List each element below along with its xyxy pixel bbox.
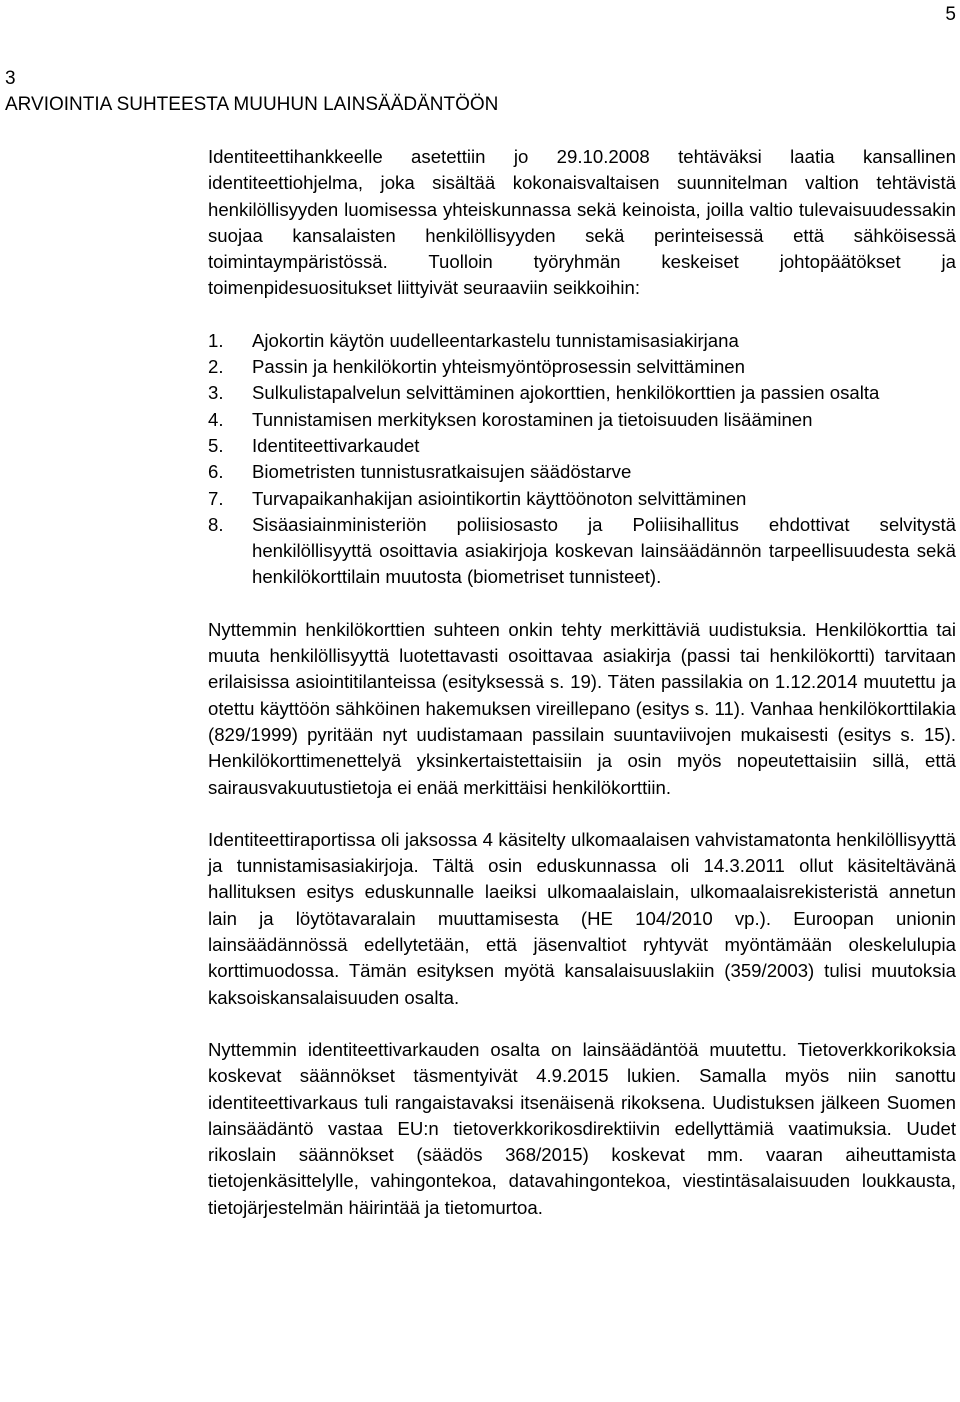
list-item-text: Sisäasiainministeriön poliisiosasto ja Poliisihallitus ehdottivat selvitystä henkilöllisyyttä osoittavia asiakirjoja koskevan lainsäädännön tarpeellisuudesta sekä henkilökorttilain muutosta (biometriset tunnisteet).	[252, 513, 956, 588]
section-title: ARVIOINTIA SUHTEESTA MUUHUN LAINSÄÄDÄNTÖÖN	[5, 94, 499, 115]
body-paragraph-id-cards: Nyttemmin henkilökorttien suhteen onkin tehty merkittäviä uudistuksia. Henkilökorttia tai muuta henkilöllisyyttä luotettavasti osoittavaa asiakirja (passi tai henkilökortti) tarvitaan erilaisissa asiointitilanteissa (esityksessä s. 19). Täten passilakia on 1.12.2014 muutettu ja otettu käyttöön sähköinen hakemuksen vireillepano (esitys s. 11). Vanhaa henkilökorttilakia (829/1999) pyritään nyt uudistamaan passilain suuntaviivojen mukaisesti (esitys s. 15). Henkilökorttimenettelyä yksinkertaistettaisiin ja osin myös nopeutettaisiin sillä, että sairausvakuutustietoja ei enää merkittäisi henkilökorttiin.	[208, 618, 956, 798]
list-item	[208, 459, 956, 485]
list-item-number: 5.	[208, 434, 224, 456]
list-item-number: 4.	[208, 408, 224, 430]
list-item	[208, 380, 956, 406]
recommendation-list	[208, 328, 956, 591]
list-item	[208, 328, 956, 354]
list-item-text: Ajokortin käytön uudelleentarkastelu tunnistamisasiakirjana	[252, 329, 739, 351]
list-item-text: Sulkulistapalvelun selvittäminen ajokorttien, henkilökorttien ja passien osalta	[252, 382, 880, 404]
list-item	[208, 433, 956, 459]
list-item-text: Tunnistamisen merkityksen korostaminen ja tietoisuuden lisääminen	[252, 408, 813, 430]
list-item	[208, 407, 956, 433]
section-number: 3	[5, 68, 16, 89]
list-item-text: Passin ja henkilökortin yhteismyöntöprosessin selvittäminen	[252, 356, 745, 378]
document-body	[208, 144, 956, 1221]
list-item-number: 7.	[208, 487, 224, 509]
page-number: 5	[945, 4, 956, 25]
body-paragraph-identity-theft: Nyttemmin identiteettivarkauden osalta on lainsäädäntöä muutettu. Tietoverkkorikoksia koskevat säännökset täsmentyivät 4.9.2015 lukien. Samalla myös niin sanottu identiteettivarkaus tuli rangaistavaksi itsenäisenä rikoksena. Uudistuksen jälkeen Suomen lainsäädäntö vastaa EU:n tietoverkkorikosdirektiivin edellyttämiä vaatimuksia. Uudet rikoslain säännökset (säädös 368/2015) koskevat mm. vaaran aiheuttamista tietojenkäsittelylle, vahingontekoa, datavahingontekoa, viestintäsalaisuuden loukkausta, tietojärjestelmän häirintää ja tietomurtoa.	[208, 1038, 956, 1218]
list-item-text: Biometristen tunnistusratkaisujen säädöstarve	[252, 461, 632, 483]
intro-paragraph: Identiteettihankkeelle asetettiin jo 29.10.2008 tehtäväksi laatia kansallinen identiteettiohjelma, joka sisältää kokonaisvaltaisen suunnitelman valtion tehtävistä henkilöllisyyden luomisessa yhteiskunnassa sekä keinoista, joilla valtio tulevaisuudessakin suojaa kansalaisten henkilöllisyyden sekä perinteisessä että sähköisessä toimintaympäristössä. Tuolloin työryhmän keskeiset johtopäätökset ja toimenpidesuositukset liittyivät seuraaviin seikkoihin:	[208, 146, 956, 299]
list-item	[208, 512, 956, 591]
list-item-number: 3.	[208, 382, 224, 404]
list-item	[208, 354, 956, 380]
section-heading	[5, 66, 498, 118]
list-item-number: 2.	[208, 356, 224, 378]
list-item-text: Identiteettivarkaudet	[252, 434, 420, 456]
list-item-number: 8.	[208, 513, 224, 535]
list-item	[208, 486, 956, 512]
list-item-text: Turvapaikanhakijan asiointikortin käyttöönoton selvittäminen	[252, 487, 747, 509]
list-item-number: 1.	[208, 329, 224, 351]
list-item-number: 6.	[208, 461, 224, 483]
body-paragraph-foreigners: Identiteettiraportissa oli jaksossa 4 käsitelty ulkomaalaisen vahvistamatonta henkilöllisyyttä ja tunnistamisasiakirjoja. Tältä osin eduskunnassa oli 14.3.2011 ollut käsiteltävänä hallituksen esitys eduskunnalle laeiksi ulkomaalaislain, ulkomaalaisrekisteristä annetun lain ja löytötavaralain muuttamisesta (HE 104/2010 vp.). Euroopan unionin lainsäädännössä edellytetään, että jäsenvaltiot ryhtyvät myöntämään oleskelulupia korttimuodossa. Tämän esityksen myötä kansalaisuuslakiin (359/2003) tulisi muutoksia kaksoiskansalaisuuden osalta.	[208, 828, 956, 1008]
